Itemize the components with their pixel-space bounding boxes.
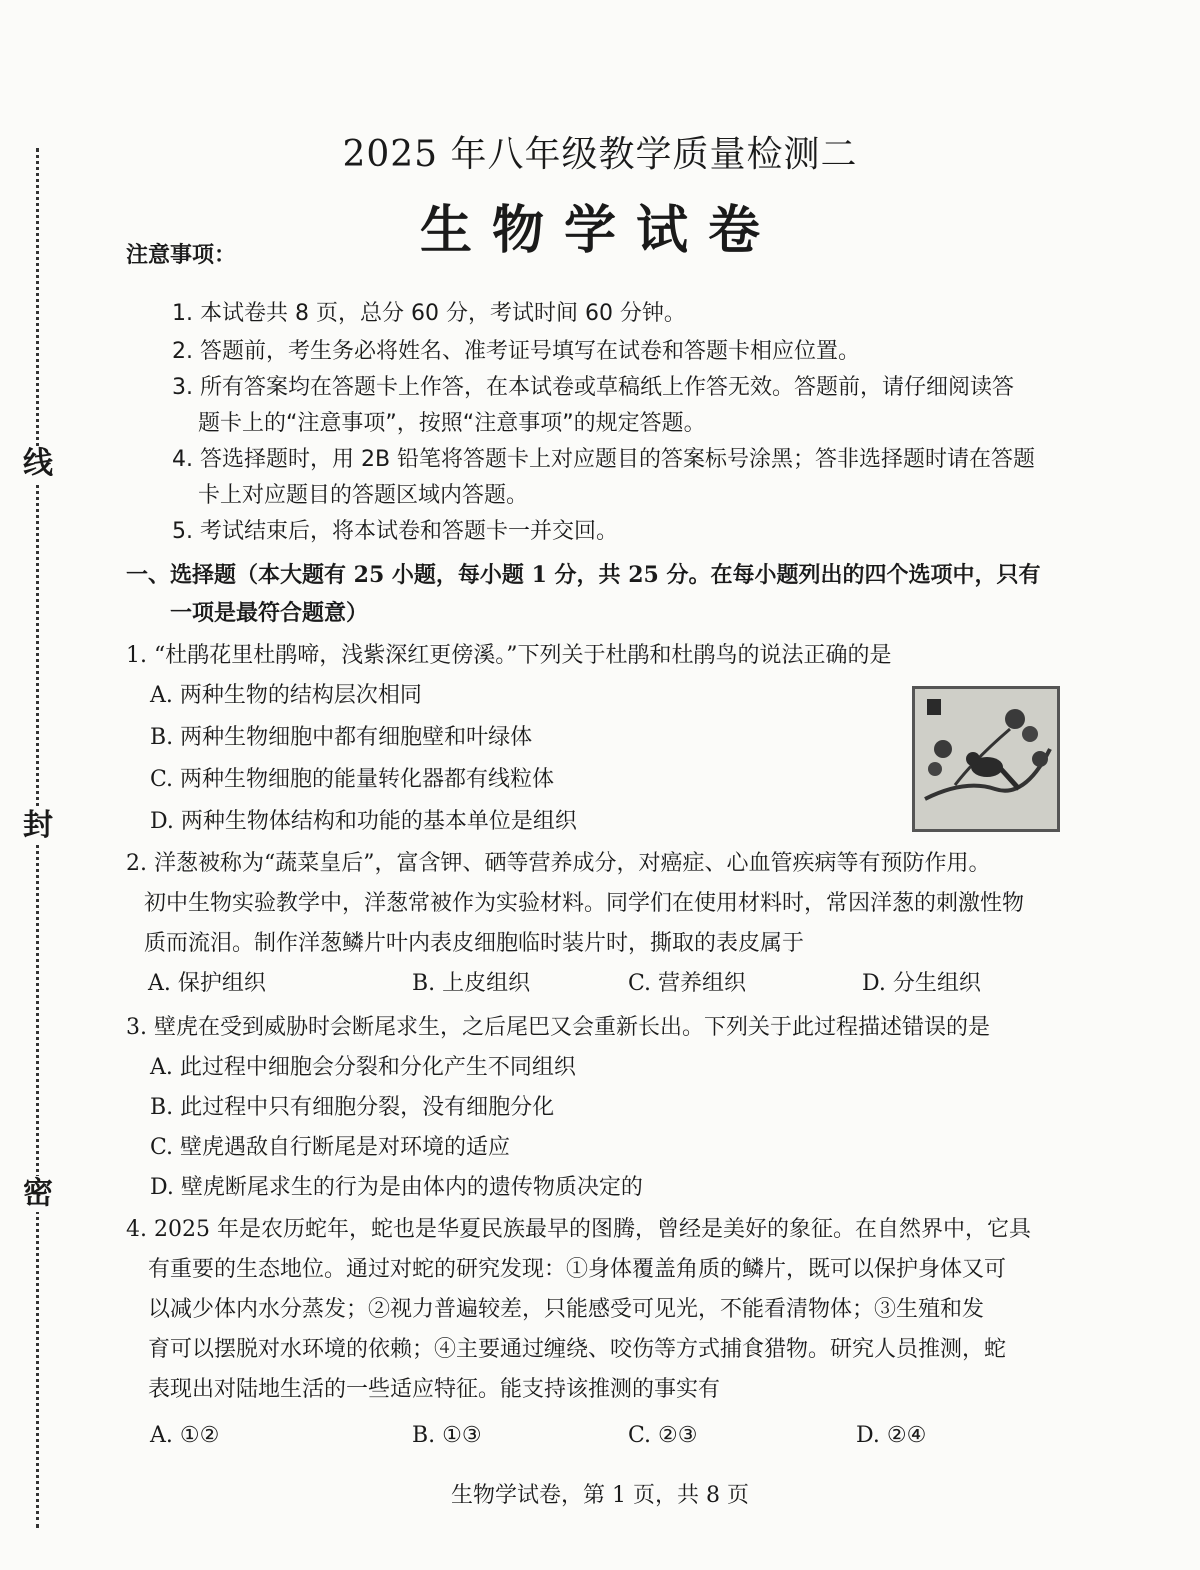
- notice-item-4: 4. 答选择题时，用 2B 铅笔将答题卡上对应题目的答案标号涂黑；答非选择题时请在答题: [172, 447, 1036, 472]
- question-4-stem: 4. 2025 年是农历蛇年，蛇也是华夏民族最早的图腾，曾经是美好的象征。在自然界中，它具: [126, 1217, 1031, 1242]
- notice-heading: 注意事项：: [126, 242, 237, 268]
- notice-item-5: 5. 考试结束后，将本试卷和答题卡一并交回。: [172, 519, 618, 544]
- binding-char-secret: 密: [23, 1176, 53, 1211]
- question-4-stem-cont-3: 育可以摆脱对水环境的依赖；④主要通过缠绕、咬伤等方式捕食猎物。研究人员推测，蛇: [148, 1337, 1007, 1362]
- section-heading: 一、选择题（本大题有 25 小题，每小题 1 分，共 25 分。在每小题列出的四个选项中，只有: [126, 562, 1041, 588]
- question-2-stem-cont-1: 初中生物实验教学中，洋葱常被作为实验材料。同学们在使用材料时，常因洋葱的刺激性物: [144, 891, 1025, 916]
- notice-item-4-cont: 卡上对应题目的答题区域内答题。: [198, 483, 529, 508]
- question-3-option-b: B. 此过程中只有细胞分裂，没有细胞分化: [150, 1095, 555, 1120]
- question-2-option-c: C. 营养组织: [628, 971, 747, 996]
- section-heading-cont: 一项是最符合题意）: [170, 600, 369, 626]
- exam-title: 2025 年八年级教学质量检测二: [342, 134, 858, 175]
- question-1-option-a: A. 两种生物的结构层次相同: [150, 683, 422, 708]
- question-4-stem-cont-4: 表现出对陆地生活的一些适应特征。能支持该推测的事实有: [148, 1377, 721, 1402]
- question-2-stem: 2. 洋葱被称为“蔬菜皇后”，富含钾、硒等营养成分，对癌症、心血管疾病等有预防作用。: [126, 851, 991, 876]
- question-2-option-a: A. 保护组织: [148, 971, 266, 996]
- question-1-option-c: C. 两种生物细胞的能量转化器都有线粒体: [150, 767, 555, 792]
- exam-subtitle: 生物学试卷: [419, 200, 780, 261]
- page-footer: 生物学试卷，第 1 页，共 8 页: [451, 1483, 749, 1508]
- question-4-stem-cont-2: 以减少体内水分蒸发；②视力普遍较差，只能感受可见光，不能看清物体；③生殖和发: [148, 1297, 985, 1322]
- notice-item-3-cont: 题卡上的“注意事项”，按照“注意事项”的规定答题。: [198, 411, 706, 436]
- binding-char-seal: 封: [23, 808, 53, 843]
- question-3-option-a: A. 此过程中细胞会分裂和分化产生不同组织: [150, 1055, 576, 1080]
- question-4-option-d: D. ②④: [856, 1423, 927, 1448]
- question-3-stem: 3. 壁虎在受到威胁时会断尾求生，之后尾巴又会重新长出。下列关于此过程描述错误的是: [126, 1015, 990, 1040]
- question-4-option-b: B. ①③: [412, 1423, 482, 1448]
- binding-char-line: 线: [23, 446, 53, 481]
- question-3-option-c: C. 壁虎遇敌自行断尾是对环境的适应: [150, 1135, 511, 1160]
- question-3-option-d: D. 壁虎断尾求生的行为是由体内的遗传物质决定的: [150, 1175, 643, 1200]
- question-1-option-d: D. 两种生物体结构和功能的基本单位是组织: [150, 809, 577, 834]
- notice-item-2: 2. 答题前，考生务必将姓名、准考证号填写在试卷和答题卡相应位置。: [172, 339, 860, 364]
- question-4-stem-cont-1: 有重要的生态地位。通过对蛇的研究发现：①身体覆盖角质的鳞片，既可以保护身体又可: [148, 1257, 1007, 1282]
- question-4-option-a: A. ①②: [150, 1423, 220, 1448]
- question-1-stem: 1. “杜鹃花里杜鹃啼，浅紫深红更傍溪。”下列关于杜鹃和杜鹃鸟的说法正确的是: [126, 643, 892, 668]
- notice-item-3: 3. 所有答案均在答题卡上作答，在本试卷或草稿纸上作答无效。答题前，请仔细阅读答: [172, 375, 1014, 400]
- question-1-option-b: B. 两种生物细胞中都有细胞壁和叶绿体: [150, 725, 533, 750]
- question-2-option-d: D. 分生组织: [862, 971, 981, 996]
- notice-item-1: 1. 本试卷共 8 页，总分 60 分，考试时间 60 分钟。: [172, 301, 686, 326]
- cuckoo-painting-image: [912, 686, 1060, 832]
- question-4-option-c: C. ②③: [628, 1423, 698, 1448]
- question-2-option-b: B. 上皮组织: [412, 971, 531, 996]
- question-2-stem-cont-2: 质而流泪。制作洋葱鳞片叶内表皮细胞临时装片时，撕取的表皮属于: [144, 931, 805, 956]
